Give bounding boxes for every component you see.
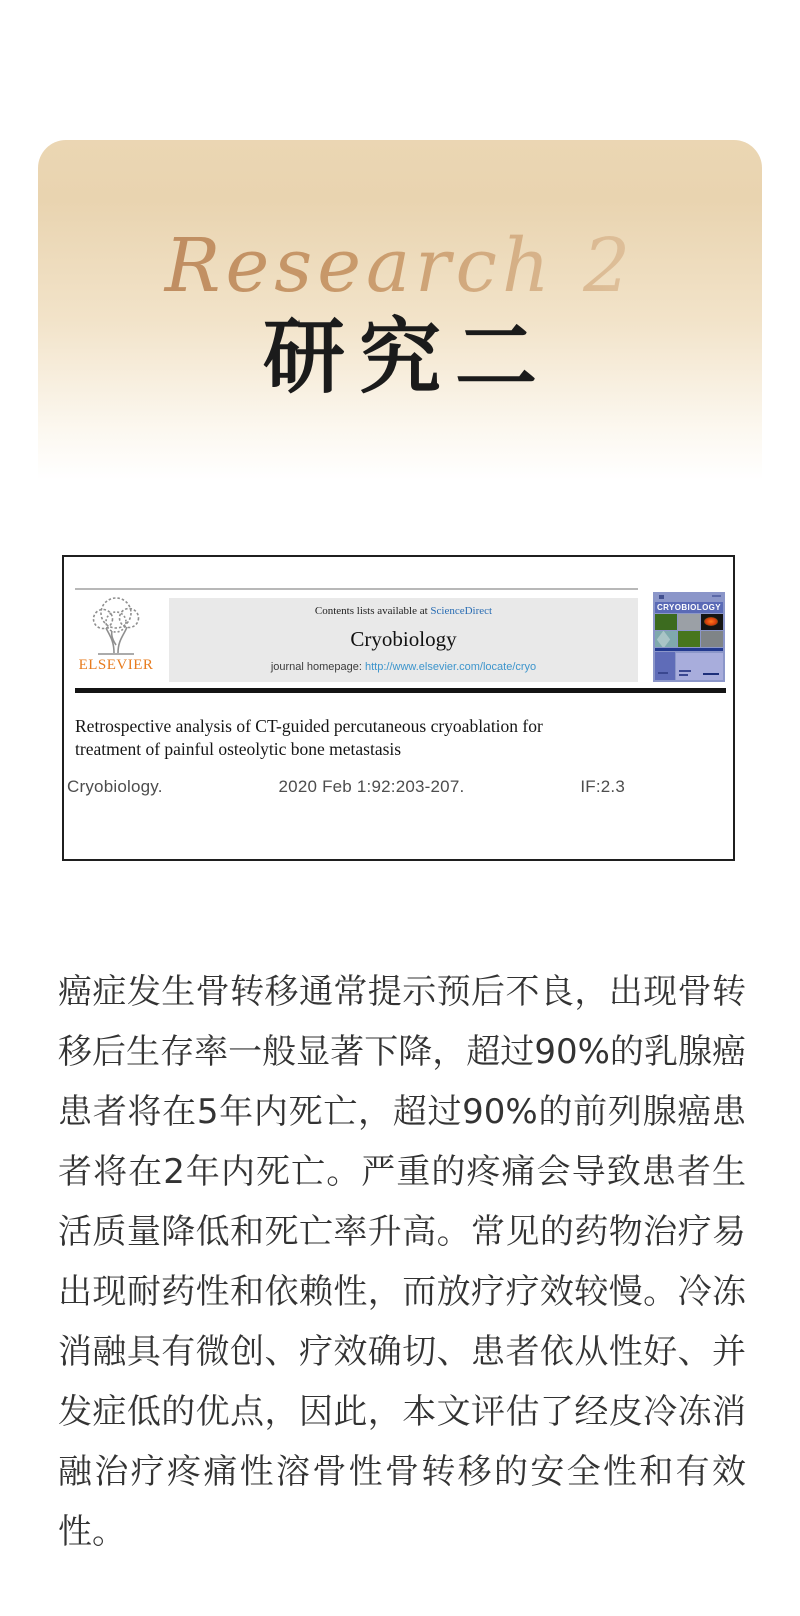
cover-band [655, 648, 723, 651]
body-text-line: 性。 [58, 1512, 126, 1552]
cover-mini-header [655, 594, 723, 602]
body-text-line: 消融具有微创、疗效确切、患者依从性好、并 [58, 1332, 746, 1372]
cover-tile-grid [655, 614, 723, 647]
cover-tile [701, 631, 723, 647]
cover-tile [655, 614, 677, 630]
impact-factor: IF:2.3 [580, 777, 625, 796]
body-text-line: 患者将在5年内死亡，超过90%的前列腺癌患 [58, 1092, 746, 1132]
citation-row [64, 777, 737, 797]
hero-title-zh: 研究二 [262, 309, 551, 405]
sciencedirect-link[interactable]: ScienceDirect [430, 605, 493, 617]
journal-masthead-box [169, 598, 638, 682]
cover-tile [655, 631, 677, 647]
body-text-line: 移后生存率一般显著下降，超过90%的乳腺癌 [58, 1032, 746, 1072]
homepage-link[interactable]: http://www.elsevier.com/locate/cryo [365, 661, 537, 673]
header-bottom-rule [75, 688, 726, 693]
body-text-line: 出现耐药性和依赖性，而放疗疗效较慢。冷冻 [58, 1272, 746, 1312]
body-text-line: 活质量降低和死亡率升高。常见的药物治疗易 [58, 1212, 746, 1252]
body-text-line: 融治疗疼痛性溶骨性骨转移的安全性和有效 [58, 1452, 746, 1492]
journal-cover-thumbnail [653, 592, 725, 682]
elsevier-wordmark: ELSEVIER [78, 657, 154, 673]
elsevier-tree-icon [84, 593, 148, 657]
article-title-line: Retrospective analysis of CT-guided percutaneous cryoablation for [75, 716, 543, 736]
article-title [75, 715, 695, 761]
contents-line [169, 605, 638, 617]
header-top-rule [75, 588, 638, 590]
article-title-line: treatment of painful osteolytic bone metastasis [75, 739, 402, 759]
citation-journal: Cryobiology. [67, 777, 163, 796]
cover-tile [701, 614, 723, 630]
body-text-line: 者将在2年内死亡。严重的疼痛会导致患者生 [58, 1152, 746, 1192]
body-text-line: 发症低的优点，因此，本文评估了经皮冷冻消 [58, 1392, 746, 1432]
citation-date: 2020 Feb 1:92:203-207. [278, 777, 465, 796]
elsevier-logo [73, 593, 159, 674]
contents-prefix: Contents lists available at [314, 605, 431, 617]
journal-clip-card [62, 555, 735, 861]
cover-footer [655, 652, 723, 680]
body-text-line: 癌症发生骨转移通常提示预后不良，出现骨转 [58, 972, 746, 1012]
cover-tile [678, 631, 700, 647]
homepage-line [169, 661, 638, 673]
journal-name: Cryobiology [350, 626, 457, 651]
cover-tile [678, 614, 700, 630]
abstract-paragraph [58, 962, 746, 1562]
cover-title: CRYOBIOLOGY [656, 603, 722, 612]
homepage-prefix: journal homepage: [270, 661, 365, 673]
hero-title-en: Research 2 [0, 224, 800, 309]
